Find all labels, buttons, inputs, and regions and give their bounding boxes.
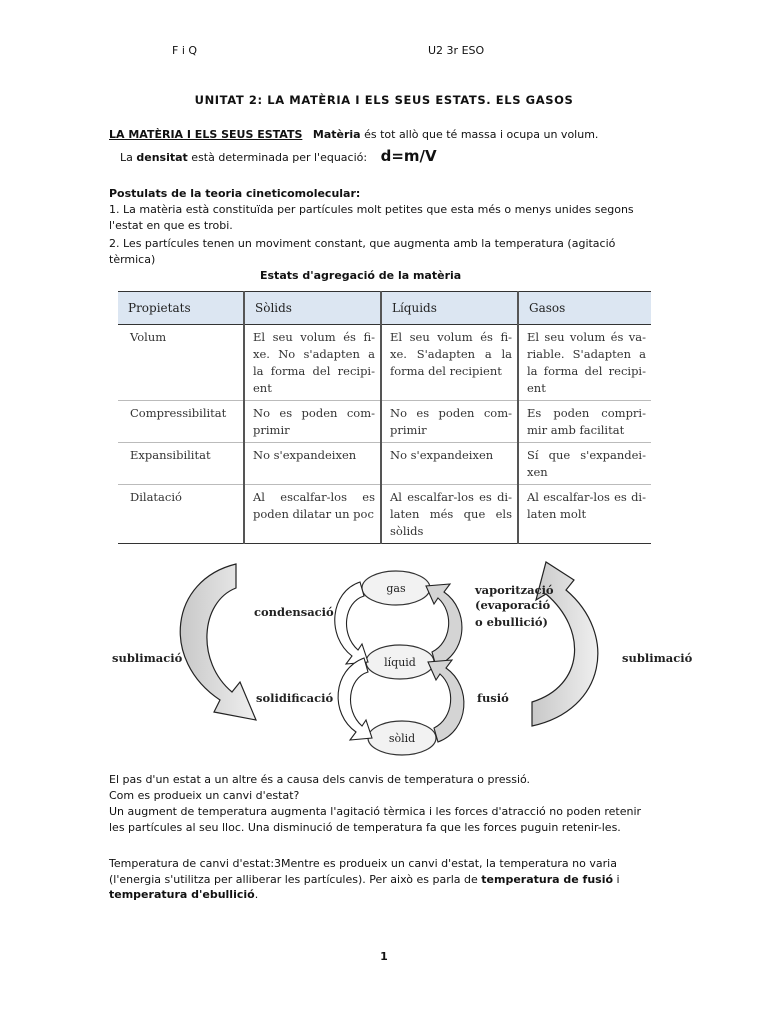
table-header-propietats: Propietats bbox=[118, 292, 244, 325]
gas-node bbox=[362, 571, 430, 605]
body-line-1: El pas d'un estat a un altre és a causa dels canvis de temperatura o pressió. bbox=[109, 773, 531, 786]
state-change-diagram bbox=[0, 550, 768, 770]
body-line-4 bbox=[109, 856, 657, 903]
label-sublimacio-right: sublimació bbox=[622, 651, 693, 665]
intro-line bbox=[109, 127, 669, 143]
label-sublimacio-left: sublimació bbox=[112, 651, 183, 665]
vaporization-arrow bbox=[426, 584, 462, 666]
solid-node bbox=[368, 721, 436, 755]
intro-heading: LA MATÈRIA I ELS SEUS ESTATS bbox=[109, 128, 303, 141]
table-cell: No es poden com- primir bbox=[381, 401, 518, 443]
label-vaporitzacio: vaporització bbox=[475, 583, 554, 597]
density-post: està determinada per l'equació: bbox=[187, 151, 368, 164]
condensation-arrow bbox=[335, 582, 368, 664]
svg-text:sòlid: sòlid bbox=[388, 732, 416, 745]
table-cell-prop: Expansibilitat bbox=[118, 443, 244, 485]
table-cell: No s'expandeixen bbox=[381, 443, 518, 485]
liquid-node bbox=[366, 645, 434, 679]
states-properties-table bbox=[118, 291, 651, 544]
table-cell: Al escalfar-los es poden dilatar un poc bbox=[244, 485, 381, 544]
label-fusio: fusió bbox=[477, 691, 509, 705]
term-boiling-temperature: temperatura d'ebullició bbox=[109, 888, 255, 901]
solidification-arrow bbox=[338, 658, 372, 740]
label-solidificacio: solidificació bbox=[256, 691, 334, 705]
label-ebullicio: o ebullició) bbox=[475, 615, 548, 629]
table-cell: El seu volum és fi- xe. S'adapten a la forma del recipient bbox=[381, 325, 518, 401]
density-line bbox=[120, 149, 640, 166]
header-unit: U2 3r ESO bbox=[428, 44, 485, 57]
body-line-4-mid: i bbox=[613, 872, 620, 886]
body-line-4-end: . bbox=[254, 888, 259, 901]
svg-text:gas: gas bbox=[386, 582, 406, 595]
postulates-heading: Postulats de la teoria cineticomolecular: bbox=[109, 187, 361, 200]
table-cell: No s'expandeixen bbox=[244, 443, 381, 485]
table-row bbox=[118, 325, 651, 401]
postulate-2: 2. Les partícules tenen un moviment constant, que augmenta amb la temperatura (agitació tèrmica) bbox=[109, 237, 616, 266]
fusion-arrow bbox=[428, 660, 464, 742]
table-cell-prop: Dilatació bbox=[118, 485, 244, 544]
density-equation: d=m/V bbox=[380, 147, 437, 165]
table-header-gasos: Gasos bbox=[518, 292, 651, 325]
table-cell: Al escalfar-los es di- laten molt bbox=[518, 485, 651, 544]
table-header-liquids: Líquids bbox=[381, 292, 518, 325]
table-cell: Al escalfar-los es di- laten més que els sòlids bbox=[381, 485, 518, 544]
table-cell: No es poden com- primir bbox=[244, 401, 381, 443]
table-cell: Es poden compri- mir amb facilitat bbox=[518, 401, 651, 443]
page-title: UNITAT 2: LA MATÈRIA I ELS SEUS ESTATS. ELS GASOS bbox=[194, 93, 574, 107]
header-subject: F i Q bbox=[172, 44, 198, 57]
postulate-1: 1. La matèria està constituïda per partícules molt petites que esta més o menys unides segons l'estat en que es trobi. bbox=[109, 203, 634, 232]
svg-text:líquid: líquid bbox=[384, 656, 416, 669]
table-header-solids: Sòlids bbox=[244, 292, 381, 325]
table-cell: Sí que s'expandei- xen bbox=[518, 443, 651, 485]
table-cell: El seu volum és va- riable. S'adapten a la forma del recipi- ent bbox=[518, 325, 651, 401]
table-row bbox=[118, 443, 651, 485]
materia-term: Matèria bbox=[312, 128, 361, 141]
body-line-4-text: Temperatura de canvi d'estat:3Mentre es produeix un canvi d'estat, la temperatura no varia (l'energia s'utilitza per alliberar les partícules). Per això es parla de bbox=[109, 857, 617, 886]
body-line-3: Un augment de temperatura augmenta l'agitació tèrmica i les forces d'atracció no poden retenir les partícules al seu lloc. Una disminució de temperatura fa que les forces puguin retenir-les. bbox=[109, 805, 642, 834]
table-caption: Estats d'agregació de la matèria bbox=[260, 269, 462, 282]
term-fusion-temperature: temperatura de fusió bbox=[481, 872, 614, 886]
table-cell-prop: Volum bbox=[118, 325, 244, 401]
label-evaporacio: (evaporació bbox=[475, 598, 551, 612]
body-line-2: Com es produeix un canvi d'estat? bbox=[109, 789, 300, 802]
table-row bbox=[118, 485, 651, 544]
density-pre: La bbox=[120, 151, 137, 164]
label-condensacio: condensació bbox=[254, 605, 334, 619]
materia-definition: és tot allò que té massa i ocupa un volum. bbox=[360, 128, 599, 141]
sublimation-left-arrow bbox=[180, 564, 256, 720]
table-cell: El seu volum és fi- xe. No s'adapten a la forma del recipi- ent bbox=[244, 325, 381, 401]
page-number: 1 bbox=[380, 950, 388, 963]
table-row bbox=[118, 401, 651, 443]
table-cell-prop: Compressibilitat bbox=[118, 401, 244, 443]
density-term: densitat bbox=[136, 151, 188, 164]
